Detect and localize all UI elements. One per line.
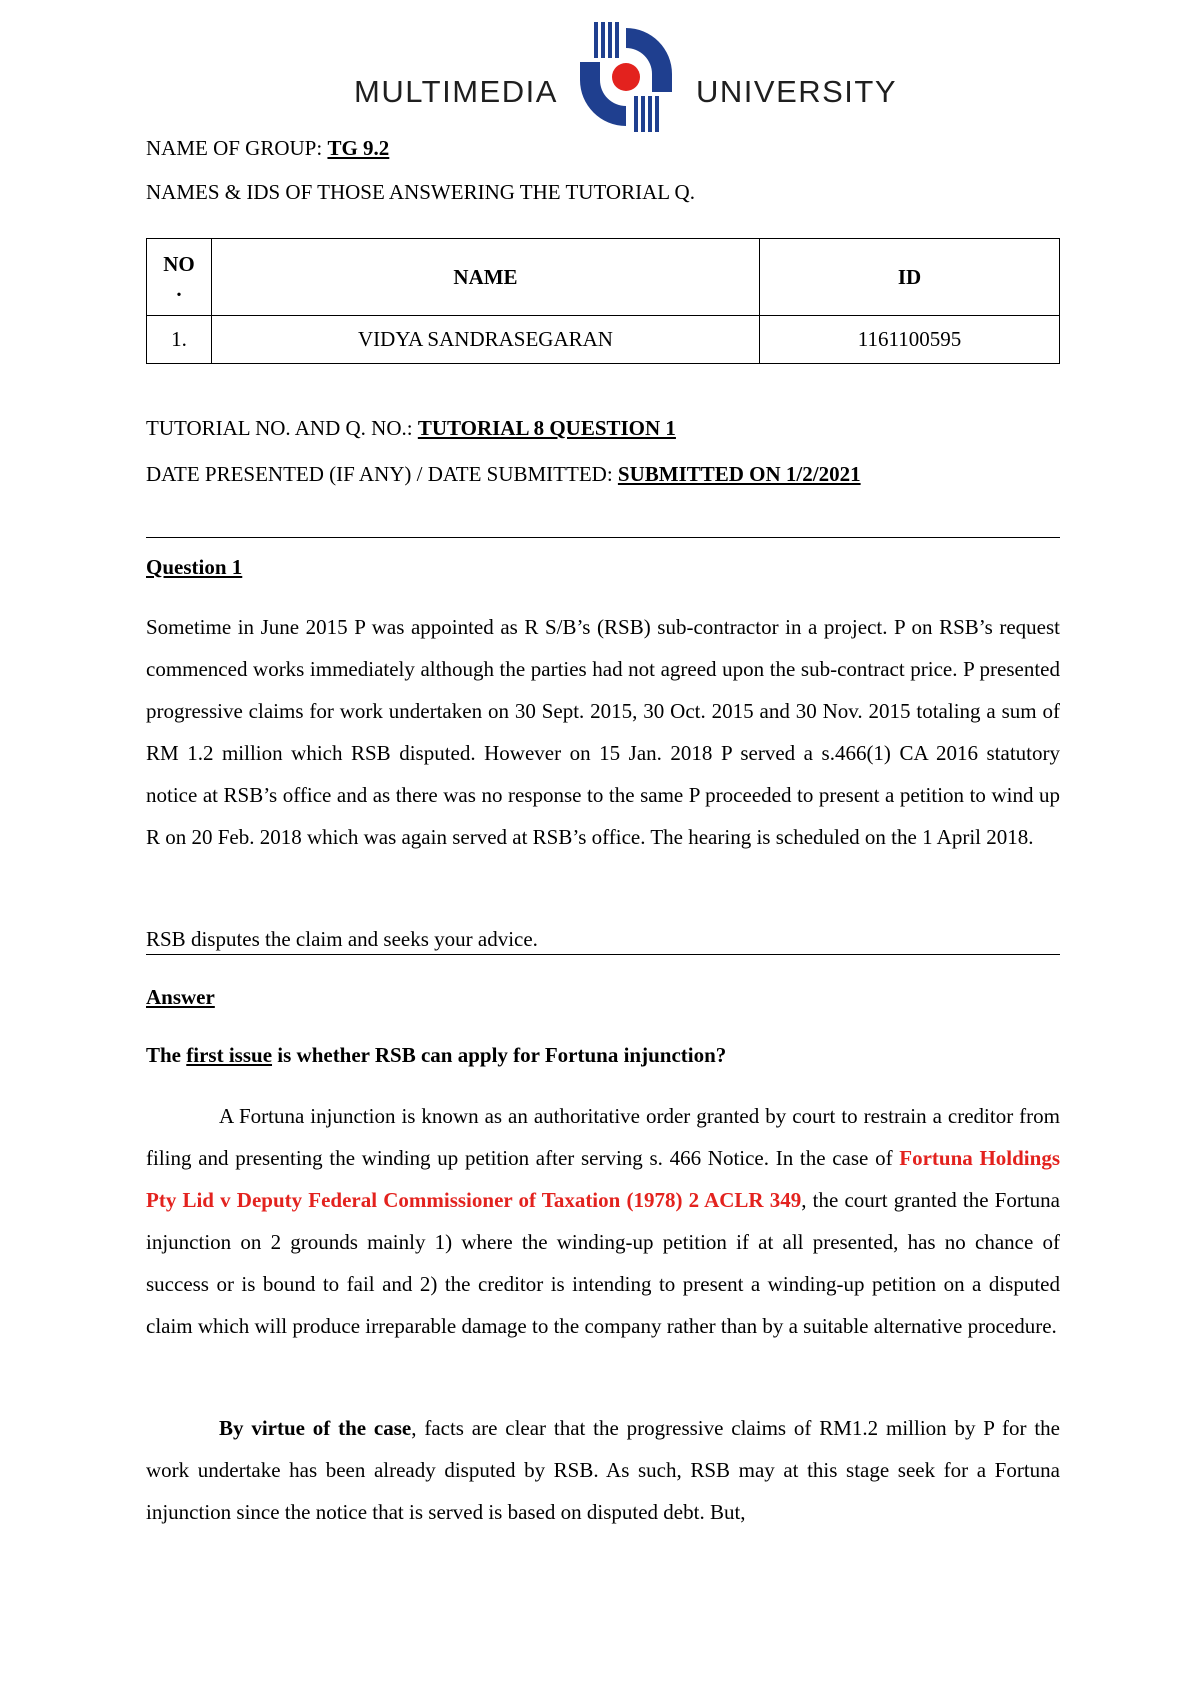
group-line bbox=[146, 134, 1060, 162]
question-heading: Question 1 bbox=[146, 555, 243, 579]
tutorial-value: TUTORIAL 8 QUESTION 1 bbox=[417, 416, 676, 440]
question-body: Sometime in June 2015 P was appointed as R S/B’s (RSB) sub-contractor in a project. P on RSB’s request commenced works immediately although the parties had not agreed upon the sub-contract price. P presented progressive claims for work undertaken on 30 Sept. 2015, 30 Oct. 2015 and 30 Nov. 2015 totaling a sum of RM 1.2 million which RSB disputed. However on 15 Jan. 2018 P served a s.466(1) CA 2016 statutory notice at RSB’s office and as there was no response to the same P proceeded to present a petition to wind up R on 20 Feb. 2018 which was again served at RSB’s office. The hearing is scheduled on the 1 April 2018. bbox=[146, 615, 1060, 849]
university-logo bbox=[340, 22, 900, 132]
first-issue bbox=[146, 1043, 1060, 1068]
university-emblem-icon bbox=[566, 22, 686, 132]
names-label: NAMES & IDS OF THOSE ANSWERING THE TUTORIAL Q. bbox=[146, 180, 695, 204]
issue-underlined: first issue bbox=[186, 1043, 273, 1067]
divider bbox=[146, 537, 1060, 538]
question-closing: RSB disputes the claim and seeks your advice. bbox=[146, 927, 538, 951]
group-label: NAME OF GROUP: bbox=[146, 136, 328, 160]
members-table bbox=[146, 238, 1060, 364]
issue-pre: The bbox=[146, 1043, 187, 1067]
answer-paragraph-2 bbox=[146, 1407, 1060, 1533]
logo-text-left: MULTIMEDIA bbox=[354, 74, 558, 109]
para1-intro: A Fortuna injunction is known as an authoritative order granted by court to restrain a creditor from filing and presenting the winding up petition after serving s. 466 Notice. In the case of bbox=[146, 1104, 1060, 1170]
group-value: TG 9.2 bbox=[327, 136, 390, 160]
header-id: ID bbox=[760, 239, 1060, 316]
para1-rest: , the court granted the Fortuna injunction on 2 grounds mainly 1) where the winding-up petition if at all presented, has no chance of success or is bound to fail and 2) the creditor is intending to present a winding-up petition on a disputed claim which will produce irreparable damage to the company rather than by a suitable alternative procedure. bbox=[146, 1188, 1060, 1338]
answer-heading: Answer bbox=[146, 985, 215, 1009]
case-citation: Fortuna Holdings Pty Lid v Deputy Federal Commissioner of Taxation (1978) 2 ACLR 349 bbox=[146, 1146, 1060, 1212]
tutorial-label: TUTORIAL NO. AND Q. NO.: bbox=[146, 416, 418, 440]
date-label: DATE PRESENTED (IF ANY) / DATE SUBMITTED: bbox=[146, 462, 618, 486]
row-name: VIDYA SANDRASEGARAN bbox=[212, 316, 760, 364]
row-id: 1161100595 bbox=[760, 316, 1060, 364]
date-line bbox=[146, 460, 1060, 488]
table-row bbox=[147, 316, 1060, 364]
para2-bold: By virtue of the case bbox=[219, 1416, 412, 1440]
table-header-row bbox=[147, 239, 1060, 316]
divider bbox=[146, 954, 1060, 955]
row-no: 1. bbox=[147, 316, 212, 364]
date-value: SUBMITTED ON 1/2/2021 bbox=[617, 462, 861, 486]
header-no: NO . bbox=[147, 239, 212, 316]
issue-post: is whether RSB can apply for Fortuna injunction? bbox=[272, 1043, 727, 1067]
para2-rest: , facts are clear that the progressive claims of RM1.2 million by P for the work undertake has been already disputed by RSB. As such, RSB may at this stage seek for a Fortuna injunction since the notice that is served is based on disputed debt. But, bbox=[146, 1416, 1060, 1524]
answer-paragraph-1 bbox=[146, 1095, 1060, 1347]
tutorial-line bbox=[146, 414, 1060, 442]
header-name: NAME bbox=[212, 239, 760, 316]
logo-text-right: UNIVERSITY bbox=[696, 74, 898, 109]
